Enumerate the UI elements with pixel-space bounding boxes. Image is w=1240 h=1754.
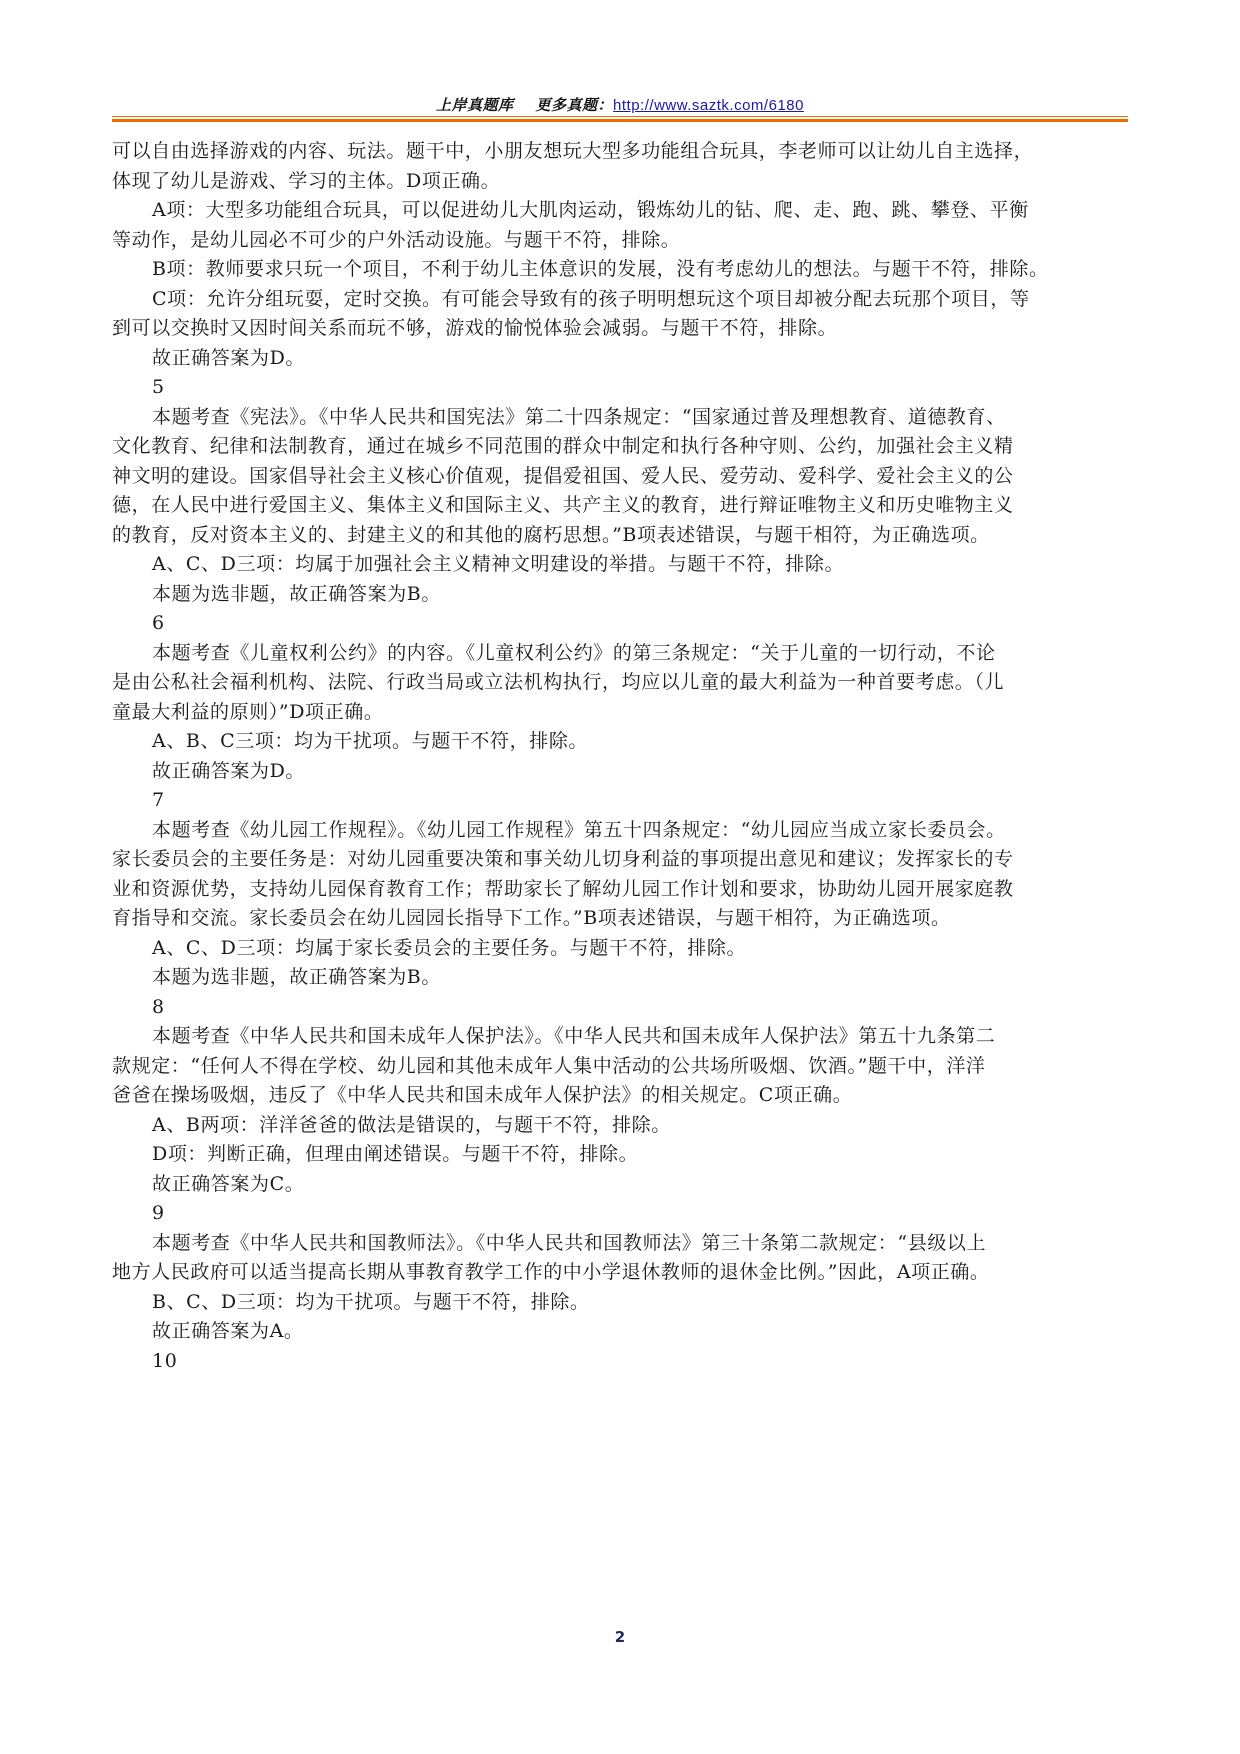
text-line: 德，在人民中进行爱国主义、集体主义和国际主义、共产主义的教育，进行辩证唯物主义和历史唯物主义 bbox=[112, 494, 1014, 516]
text-line: 故正确答案为A。 bbox=[152, 1320, 304, 1342]
text-line: 5 bbox=[152, 376, 165, 398]
text-line: 9 bbox=[152, 1202, 165, 1224]
text-line: 爸爸在操场吸烟，违反了《中华人民共和国未成年人保护法》的相关规定。C项正确。 bbox=[112, 1084, 853, 1106]
text-line: 体现了幼儿是游戏、学习的主体。D项正确。 bbox=[112, 169, 501, 192]
text-line: 7 bbox=[152, 789, 165, 811]
text-line: 故正确答案为D。 bbox=[152, 346, 306, 369]
header-rule-thick bbox=[112, 119, 1128, 122]
text-line: B、C、D三项：均为干扰项。与题干不符，排除。 bbox=[152, 1290, 590, 1313]
header-link[interactable]: http://www.saztk.com/6180 bbox=[613, 97, 804, 114]
text-line: 8 bbox=[152, 995, 165, 1018]
text-line: A、B两项：洋洋爸爸的做法是错误的，与题干不符，排除。 bbox=[152, 1113, 671, 1136]
text-line: C项：允许分组玩耍，定时交换。有可能会导致有的孩子明明想玩这个项目却被分配去玩那个项目，等 bbox=[152, 287, 1030, 310]
text-line: 10 bbox=[152, 1349, 178, 1372]
text-line: 本题考查《宪法》。《中华人民共和国宪法》第二十四条规定：“国家通过普及理想教育、道德教育、 bbox=[152, 405, 1006, 428]
text-line: 业和资源优势，支持幼儿园保育教育工作；帮助家长了解幼儿园工作计划和要求，协助幼儿园开展家庭教 bbox=[112, 877, 1014, 900]
text-line: A项：大型多功能组合玩具，可以促进幼儿大肌肉运动，锻炼幼儿的钻、爬、走、跑、跳、攀登、平衡 bbox=[152, 199, 1029, 221]
text-line: A、B、C三项：均为干扰项。与题干不符，排除。 bbox=[152, 730, 589, 752]
text-line: 本题考查《儿童权利公约》的内容。《儿童权利公约》的第三条规定：“关于儿童的一切行动，不论 bbox=[152, 641, 996, 664]
document-body bbox=[112, 137, 1132, 1376]
text-line: 本题为选非题，故正确答案为B。 bbox=[152, 582, 441, 605]
text-line: 是由公私社会福利机构、法院、行政当局或立法机构执行，均应以儿童的最大利益为一种首要考虑。（儿 bbox=[112, 671, 1005, 693]
text-line: 文化教育、纪律和法制教育，通过在城乡不同范围的群众中制定和执行各种守则、公约，加强社会主义精 bbox=[112, 435, 1014, 457]
text-line: 本题考查《中华人民共和国未成年人保护法》。《中华人民共和国未成年人保护法》第五十九条第二 bbox=[152, 1025, 996, 1047]
text-line: A、C、D三项：均属于家长委员会的主要任务。与题干不符，排除。 bbox=[152, 936, 747, 959]
text-line: 神文明的建设。国家倡导社会主义核心价值观，提倡爱祖国、爱人民、爱劳动、爱科学、爱社会主义的公 bbox=[112, 464, 1014, 487]
text-line: 款规定：“任何人不得在学校、幼儿园和其他未成年人集中活动的公共场所吸烟、饮酒。”题干中，洋洋 bbox=[112, 1054, 986, 1077]
text-line: 可以自由选择游戏的内容、玩法。题干中，小朋友想玩大型多功能组合玩具，李老师可以让幼儿自主选择， bbox=[112, 140, 1034, 162]
text-line: 6 bbox=[152, 612, 165, 634]
text-line: 地方人民政府可以适当提高长期从事教育教学工作的中小学退休教师的退休金比例。”因此，A项正确。 bbox=[112, 1261, 990, 1283]
text-line: 故正确答案为C。 bbox=[152, 1172, 305, 1195]
text-line: D项：判断正确，但理由阐述错误。与题干不符，排除。 bbox=[152, 1143, 639, 1165]
text-line: 育指导和交流。家长委员会在幼儿园园长指导下工作。”B项表述错误，与题干相符，为正确选项。 bbox=[112, 907, 951, 929]
text-line: 家长委员会的主要任务是：对幼儿园重要决策和事关幼儿切身利益的事项提出意见和建议；发挥家长的专 bbox=[112, 848, 1014, 870]
page-header bbox=[0, 94, 1240, 115]
header-more-label: 更多真题： bbox=[535, 96, 614, 114]
header-rule-thin bbox=[112, 116, 1128, 117]
text-line: 到可以交换时又因时间关系而玩不够，游戏的愉悦体验会减弱。与题干不符，排除。 bbox=[112, 317, 838, 339]
text-line: 本题考查《幼儿园工作规程》。《幼儿园工作规程》第五十四条规定：“幼儿园应当成立家长委员会。 bbox=[152, 818, 1006, 841]
text-line: 本题为选非题，故正确答案为B。 bbox=[152, 966, 441, 988]
text-line: A、C、D三项：均属于加强社会主义精神文明建设的举措。与题干不符，排除。 bbox=[152, 553, 845, 575]
text-line: 童最大利益的原则）”D项正确。 bbox=[112, 700, 384, 723]
text-line: 本题考查《中华人民共和国教师法》。《中华人民共和国教师法》第三十条第二款规定：“县级以上 bbox=[152, 1231, 987, 1254]
text-line: B项：教师要求只玩一个项目，不利于幼儿主体意识的发展，没有考虑幼儿的想法。与题干不符，排除。 bbox=[152, 258, 1049, 280]
header-brand: 上岸真题库 bbox=[436, 96, 514, 114]
text-line: 等动作，是幼儿园必不可少的户外活动设施。与题干不符，排除。 bbox=[112, 228, 681, 251]
page-number: 2 bbox=[614, 1628, 626, 1646]
text-line: 故正确答案为D。 bbox=[152, 759, 306, 782]
text-line: 的教育，反对资本主义的、封建主义的和其他的腐朽思想。”B项表述错误，与题干相符，为正确选项。 bbox=[112, 523, 990, 546]
